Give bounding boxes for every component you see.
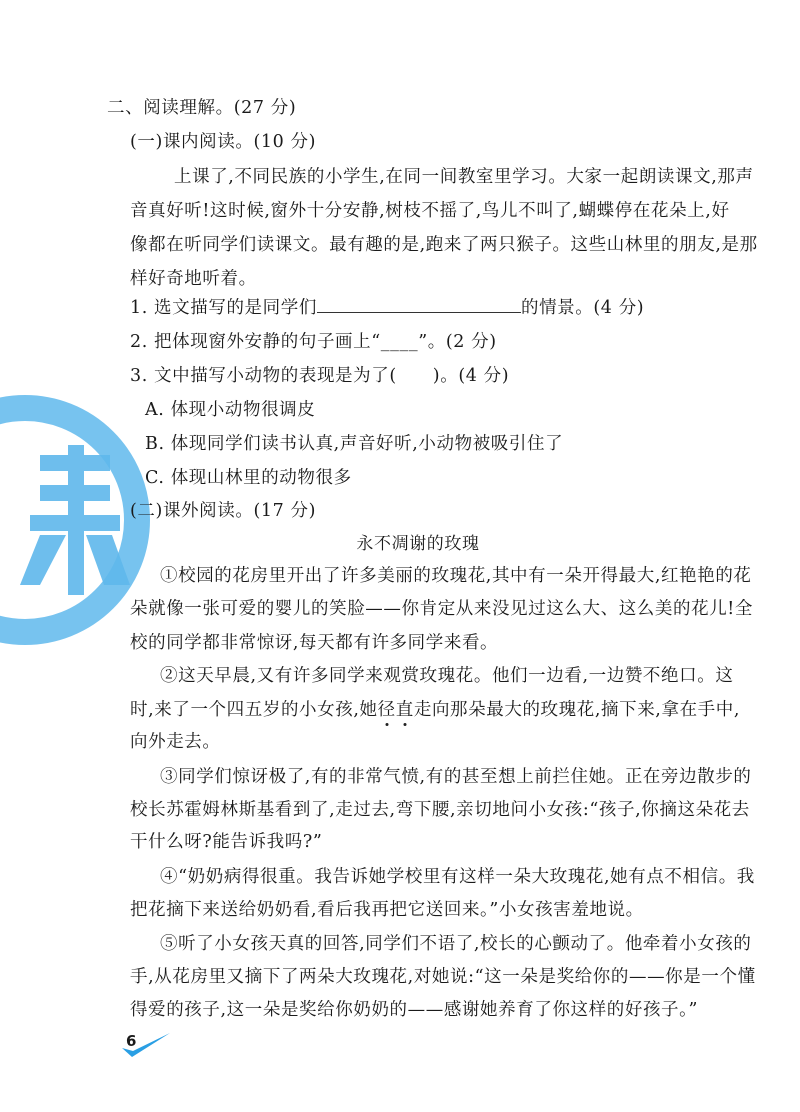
paragraph-2-line: ②这天早晨,又有许多同学来观赏玫瑰花。他们一边看,一边赞不绝口。这 bbox=[160, 666, 734, 686]
answer-blank-q1[interactable] bbox=[317, 296, 521, 313]
emphasis-dot bbox=[385, 723, 388, 726]
paragraph-2-line bbox=[130, 698, 740, 722]
paragraph-2-text: 时,来了一个四五岁的小女孩,她 bbox=[130, 700, 378, 720]
question-1 bbox=[130, 296, 644, 320]
emphasis-dot bbox=[403, 723, 406, 726]
question-1-suffix: 的情景。(4 分) bbox=[520, 298, 645, 318]
option-c: C. 体现山林里的动物很多 bbox=[145, 468, 352, 488]
paragraph-5-line: ⑤听了小女孩天真的回答,同学们不语了,校长的心颤动了。他牵着小女孩的 bbox=[160, 934, 752, 954]
paragraph-4-line: ④“奶奶病得很重。我告诉她学校里有这样一朵大玫瑰花,她有点不相信。我 bbox=[160, 867, 755, 887]
paragraph-1-line: 朵就像一张可爱的婴儿的笑脸——你肯定从来没见过这么大、这么美的花儿!全 bbox=[130, 599, 754, 619]
paragraph-1-line: 校的同学都非常惊讶,每天都有许多同学来看。 bbox=[130, 633, 499, 653]
emphasized-char bbox=[378, 700, 396, 720]
emphasized-char-text: 径 bbox=[377, 700, 396, 720]
paragraph-4-line: 把花摘下来送给奶奶看,看后我再把它送回来。”小女孩害羞地说。 bbox=[130, 900, 644, 920]
question-2: 2. 把体现窗外安静的句子画上“____”。(2 分) bbox=[130, 332, 497, 352]
page-number: 6 bbox=[126, 1032, 137, 1050]
option-a: A. 体现小动物很调皮 bbox=[145, 400, 316, 420]
passage-line: 音真好听!这时候,窗外十分安静,树枝不摇了,鸟儿不叫了,蝴蝶停在花朵上,好 bbox=[130, 201, 730, 221]
paragraph-3-line: 校长苏霍姆林斯基看到了,走过去,弯下腰,亲切地问小女孩:“孩子,你摘这朵花去 bbox=[130, 800, 750, 820]
paragraph-5-line: 手,从花房里又摘下了两朵大玫瑰花,对她说:“这一朵是奖给你的——你是一个懂 bbox=[130, 967, 756, 987]
story-title: 永不凋谢的玫瑰 bbox=[356, 534, 480, 554]
paragraph-3-line: ③同学们惊讶极了,有的非常气愤,有的甚至想上前拦住她。正在旁边散步的 bbox=[160, 767, 752, 787]
paragraph-2-text: 走向那朵最大的玫瑰花,摘下来,拿在手中, bbox=[413, 700, 741, 720]
passage-line: 样好奇地听着。 bbox=[130, 269, 257, 289]
paragraph-1-line: ①校园的花房里开出了许多美丽的玫瑰花,其中有一朵开得最大,红艳艳的花 bbox=[160, 566, 752, 586]
question-3-suffix: )。(4 分) bbox=[432, 366, 510, 386]
emphasized-char bbox=[396, 700, 414, 720]
passage-line: 上课了,不同民族的小学生,在同一间教室里学习。大家一起朗读课文,那声 bbox=[174, 167, 754, 187]
paragraph-5-line: 得爱的孩子,这一朵是奖给你奶奶的——感谢她养育了你这样的好孩子。” bbox=[130, 1000, 699, 1020]
paragraph-2-line: 向外走去。 bbox=[130, 732, 221, 752]
question-1-text: 1. 选文描写的是同学们 bbox=[130, 298, 317, 318]
paragraph-3-line: 干什么呀?能告诉我吗?” bbox=[130, 832, 323, 852]
emphasized-char-text: 直 bbox=[395, 700, 414, 720]
part2-heading: (二)课外阅读。(17 分) bbox=[130, 501, 317, 521]
section-heading: 二、阅读理解。(27 分) bbox=[107, 98, 297, 118]
question-3-text: 3. 文中描写小动物的表现是为了( bbox=[130, 366, 397, 386]
question-3 bbox=[130, 364, 509, 388]
option-b: B. 体现同学们读书认真,声音好听,小动物被吸引住了 bbox=[145, 434, 564, 454]
passage-line: 像都在听同学们读课文。最有趣的是,跑来了两只猴子。这些山林里的朋友,是那 bbox=[130, 235, 758, 255]
part1-heading: (一)课内阅读。(10 分) bbox=[130, 132, 317, 152]
